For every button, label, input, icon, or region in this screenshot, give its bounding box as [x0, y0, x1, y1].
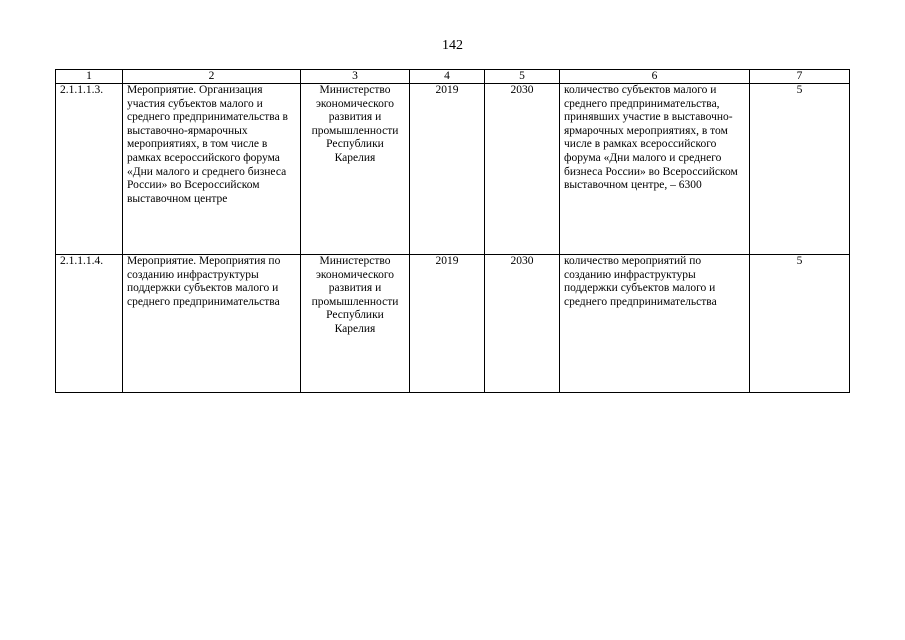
header-cell-2: 2: [123, 70, 301, 84]
page-number: 142: [442, 38, 463, 53]
row-executor: Министерство экономического развития и промышленности Республики Карелия: [301, 255, 410, 393]
row-start-year: 2019: [410, 255, 485, 393]
row-activity: Мероприятие. Организация участия субъектов малого и среднего предпринимательства в выставочно-ярмарочных мероприятиях, в том числе в рамках всероссийского форума «Дни малого и среднего бизнеса России» во Всероссийском выставочном центре: [123, 84, 301, 255]
row-end-year: 2030: [485, 255, 560, 393]
row-code: 2.1.1.1.3.: [56, 84, 123, 255]
table-row: [56, 84, 850, 255]
row-value: 5: [750, 255, 850, 393]
row-code: 2.1.1.1.4.: [56, 255, 123, 393]
header-cell-3: 3: [301, 70, 410, 84]
row-activity: Мероприятие. Мероприятия по созданию инфраструктуры поддержки субъектов малого и среднего предпринимательства: [123, 255, 301, 393]
row-start-year: 2019: [410, 84, 485, 255]
table-header-row: [56, 70, 850, 84]
header-cell-4: 4: [410, 70, 485, 84]
row-value: 5: [750, 84, 850, 255]
header-cell-6: 6: [560, 70, 750, 84]
row-executor: Министерство экономического развития и промышленности Республики Карелия: [301, 84, 410, 255]
header-cell-7: 7: [750, 70, 850, 84]
table-row: [56, 255, 850, 393]
row-indicator: количество субъектов малого и среднего предпринимательства, принявших участие в выставочно-ярмарочных мероприятиях, в том числе в рамках всероссийского форума «Дни малого и среднего бизнеса России» во Всероссийском выставочном центре, – 6300: [560, 84, 750, 255]
row-indicator: количество мероприятий по созданию инфраструктуры поддержки субъектов малого и среднего предпринимательства: [560, 255, 750, 393]
header-cell-1: 1: [56, 70, 123, 84]
document-table: [55, 69, 850, 393]
row-end-year: 2030: [485, 84, 560, 255]
header-cell-5: 5: [485, 70, 560, 84]
